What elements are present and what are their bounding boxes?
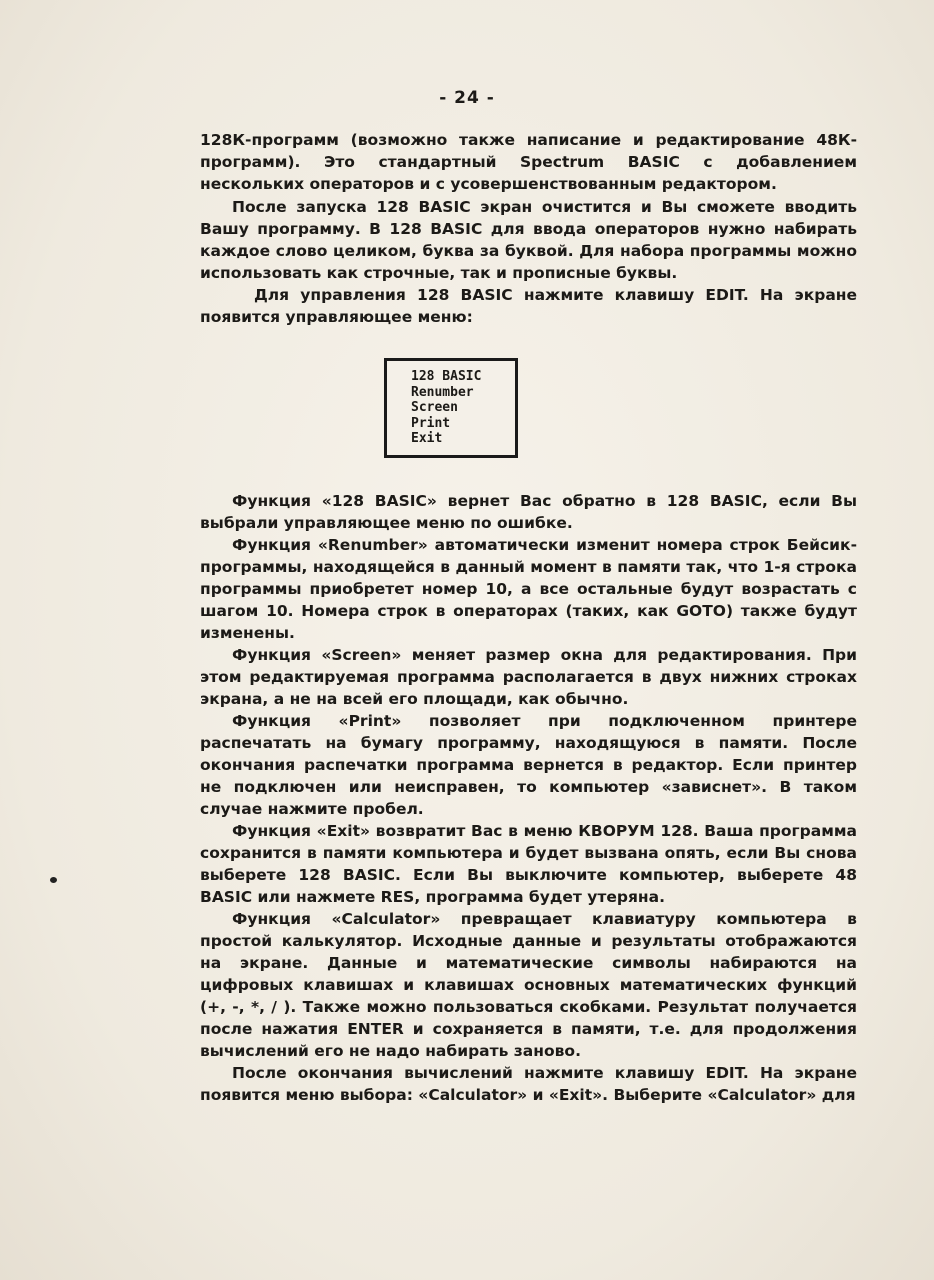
start-paragraph (200, 196, 857, 284)
page-number: - 24 - (439, 88, 495, 108)
function-renumber: Функция «Renumber» автоматически изменит номера строк Бейсик-программы, находящейся в данный момент в памяти так, что 1-я строка программы приобретет номер 10, а все остальные будут возрастать с шагом 10. Номера строк в операторах (таких, как GOTO) также будут изменены. (200, 536, 857, 642)
calculator-exit-paragraph: После окончания вычислений нажмите клавишу EDIT. На экране появится меню выбора: «Calculator» и «Exit». Выберите «Calculator» для (200, 1064, 857, 1104)
intro-paragraph (200, 129, 857, 195)
function-calculator: Функция «Calculator» превращает клавиатуру компьютера в простой калькулятор. Исходные данные и результаты отображаются на экране. Данные и математические символы набираются на цифровых клавишах и клавишах основных математических функций (+, -, *, / ). Также можно пользоваться скобками. Результат получается после нажатия ENTER и сохраняется в памяти, т.е. для продолжения вычислений его не надо набирать заново. (200, 910, 857, 1060)
edit-menu-paragraph (200, 284, 857, 328)
menu-item-renumber: Renumber (411, 384, 474, 400)
function-128-basic: Функция «128 BASIC» вернет Вас обратно в 128 BASIC, если Вы выбрали управляющее меню по ошибке. (200, 492, 857, 532)
menu-item-128-basic: 128 BASIC (411, 369, 482, 384)
menu-item-screen: Screen (411, 400, 458, 415)
control-menu-list (411, 369, 481, 447)
menu-item-exit: Exit (411, 431, 443, 446)
function-exit: Функция «Exit» возвратит Вас в меню КВОРУМ 128. Ваша программа сохранится в памяти компьютера и будет вызвана опять, если Вы снова выберете 128 BASIC. Если Вы выключите компьютер, выберете 48 BASIC или нажмете RES, программа будет утеряна. (200, 822, 857, 906)
start-text: После запуска 128 BASIC экран очистится и Вы сможете вводить Вашу программу. В 128 BASIC для ввода операторов нужно набирать каждое слово целиком, буква за буквой. Для набора программы можно использовать как строчные, так и прописные буквы. (200, 198, 857, 282)
function-screen: Функция «Screen» меняет размер окна для редактирования. При этом редактируемая программа располагается в двух нижних строках экрана, а не на всей его площади, как обычно. (200, 646, 857, 708)
function-print: Функция «Print» позволяет при подключенном принтере распечатать на бумагу программу, находящуюся в памяти. После окончания распечатки программа вернется в редактор. Если принтер не подключен или неисправен, то компьютер «зависнет». В таком случае нажмите пробел. (200, 712, 857, 818)
functions-section (200, 490, 857, 1106)
margin-ink-spot (50, 877, 57, 883)
menu-item-print: Print (411, 415, 451, 431)
edit-menu-text: Для управления 128 BASIC нажмите клавишу EDIT. На экране появится управляющее меню: (200, 286, 857, 326)
control-menu-box (384, 358, 518, 458)
intro-text: 128К-программ (возможно также написание и редактирование 48К-программ). Это стандартный Spectrum BASIC с добавлением нескольких операторов и с усовершенствованным редактором. (200, 131, 857, 193)
